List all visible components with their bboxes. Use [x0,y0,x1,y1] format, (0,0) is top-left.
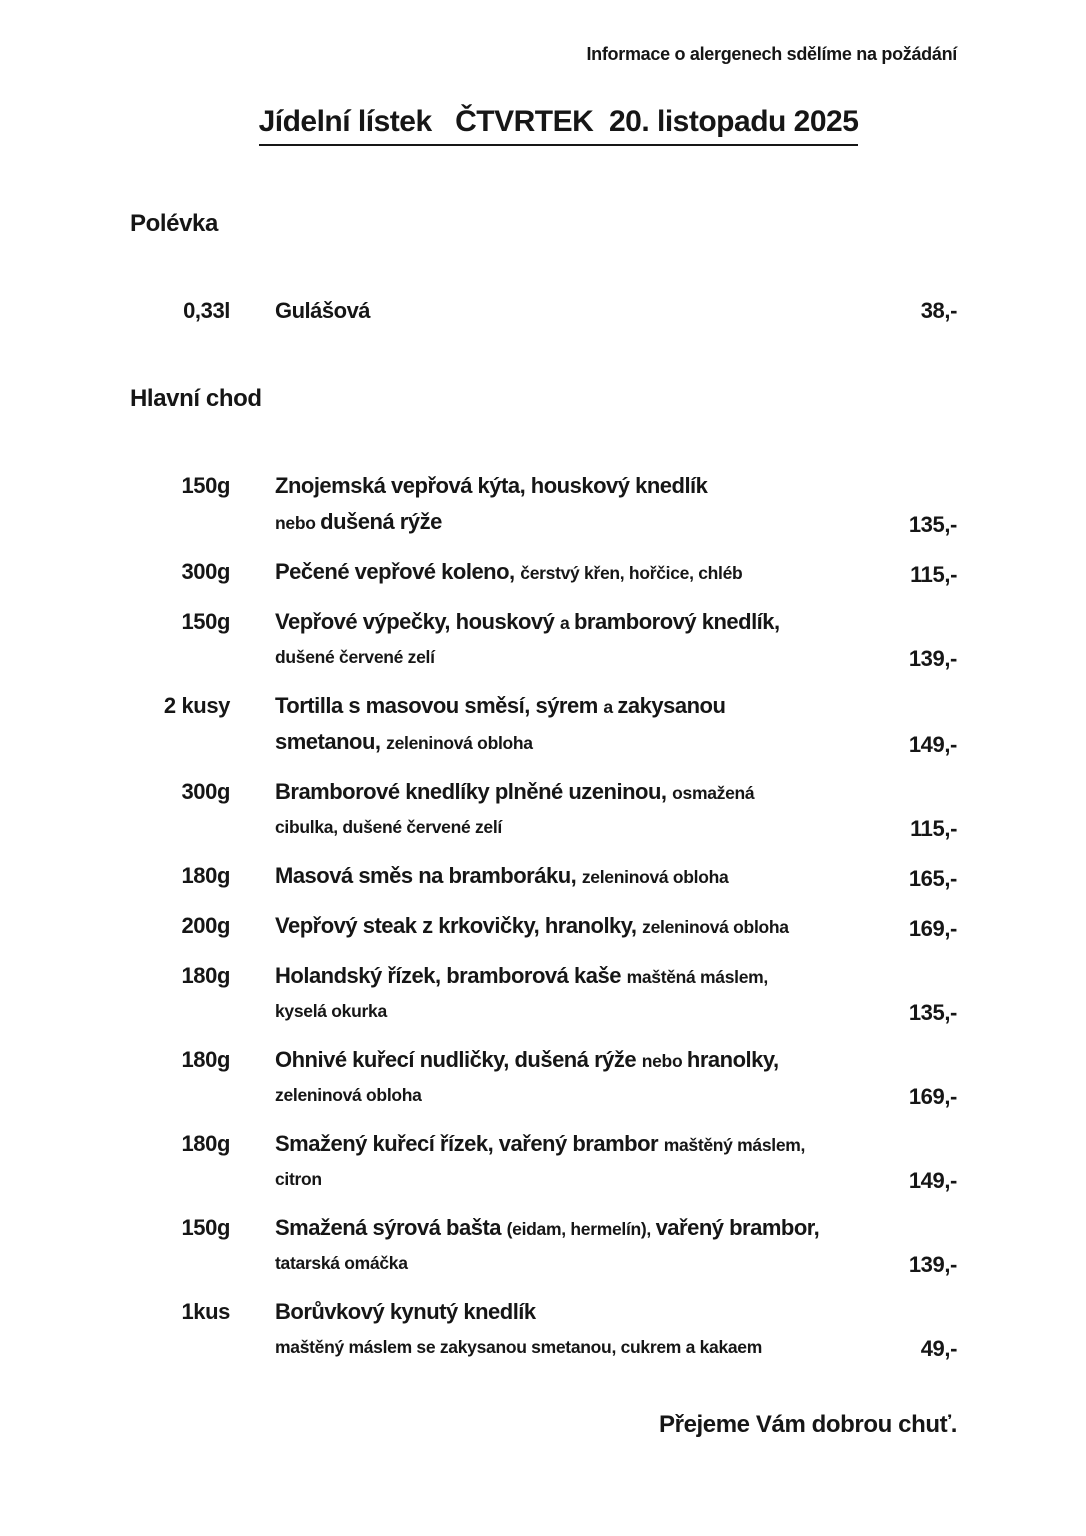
dish-side-note: nebo [641,1051,687,1071]
item-line [275,859,875,895]
dish-name: Ohnivé kuřecí nudličky, dušená rýže [275,1047,642,1072]
dish-side-note: dušené červené zelí [275,647,435,667]
dish-side-note: čerstvý křen, hořčice, chléb [520,563,743,583]
item-text [275,859,875,895]
item-price: 139,- [908,1252,957,1277]
item-text [275,469,875,541]
menu-item-row [130,1211,957,1281]
soup-row [130,294,957,327]
dish-name: Borůvkový kynutý knedlík [275,1299,536,1324]
item-line [275,1079,875,1113]
dish-side-note: maštěná máslem, [626,967,768,987]
dish-side-note: a [559,613,574,633]
item-line [275,959,875,995]
item-line [275,1247,875,1281]
dish-name: Masová směs na bramboráku, [275,863,582,888]
soup-text [275,294,875,327]
item-quantity: 180g [181,1047,230,1072]
item-text [275,555,875,591]
item-price: 139,- [908,646,957,671]
menu-item-row [130,555,957,591]
item-line [275,505,875,541]
item-line [275,725,875,761]
item-quantity: 2 kusy [163,693,230,718]
dish-name: Pečené vepřové koleno, [275,559,521,584]
item-price: 49,- [920,1336,957,1361]
item-line [275,605,875,641]
soup-price: 38,- [920,298,957,323]
dish-name: Tortilla s masovou směsí, sýrem [275,693,604,718]
item-price: 115,- [910,816,957,841]
soup-name: Gulášová [275,298,371,323]
item-quantity: 150g [181,1215,230,1240]
menu-item-row [130,959,957,1029]
item-line [275,641,875,675]
dish-side-note: zeleninová obloha [642,917,789,937]
item-line [275,909,875,945]
item-quantity: 150g [181,609,230,634]
item-quantity: 1kus [181,1299,230,1324]
dish-name: zakysanou [617,693,726,718]
item-quantity: 180g [181,963,230,988]
allergen-note: Informace o alergenech sdělíme na požádání [586,44,957,64]
item-line [275,1295,875,1331]
dish-side-note: cibulka, dušené červené zelí [275,817,502,837]
dish-name: Smažený kuřecí řízek, vařený brambor [275,1131,664,1156]
dish-name: vařený brambor, [655,1215,820,1240]
dish-side-note: maštěný máslem, [663,1135,806,1155]
item-line [275,469,875,505]
menu-item-row [130,469,957,541]
dish-side-note: zeleninová obloha [386,733,533,753]
dish-side-note: nebo [275,513,321,533]
item-line [275,1043,875,1079]
dish-side-note: maštěný máslem se zakysanou smetanou, cukrem a kakaem [275,1337,763,1357]
item-price: 135,- [908,512,957,537]
menu-item-row [130,1295,957,1365]
item-line [275,1211,875,1247]
dish-side-note: zeleninová obloha [275,1085,422,1105]
menu-item-row [130,1043,957,1113]
menu-item-row [130,775,957,845]
item-quantity: 150g [181,473,230,498]
dish-name: bramborový knedlík, [573,609,780,634]
item-line [275,775,875,811]
item-quantity: 200g [181,913,230,938]
item-price: 135,- [908,1000,957,1025]
soup-section-heading: Polévka [130,210,218,237]
dish-name: Vepřové výpečky, houskový [275,609,560,634]
item-text [275,689,875,761]
page-title: Jídelní lístek ČTVRTEK 20. listopadu 2025 [259,105,859,146]
menu-item-row [130,909,957,945]
title-container [160,105,957,146]
item-text [275,1211,875,1281]
item-text [275,1043,875,1113]
item-text [275,605,875,675]
item-price: 169,- [908,916,957,941]
dish-side-note: (eidam, hermelín), [506,1219,656,1239]
item-line [275,1331,875,1365]
item-line [275,995,875,1029]
item-text [275,959,875,1029]
dish-side-note: kyselá okurka [275,1001,387,1021]
item-text [275,909,875,945]
dish-side-note: zeleninová obloha [581,867,729,887]
dish-name: Vepřový steak z krkovičky, hranolky, [275,913,643,938]
item-price: 149,- [908,732,957,757]
item-line [275,555,875,591]
item-quantity: 300g [181,779,230,804]
dish-side-note: osmažená [672,783,755,803]
item-line [275,689,875,725]
main-course-section-heading: Hlavní chod [130,385,262,412]
footer-wish: Přejeme Vám dobrou chuť. [659,1411,957,1438]
menu-item-row [130,1127,957,1197]
item-line [275,1163,875,1197]
dish-side-note: tatarská omáčka [275,1253,408,1273]
item-text [275,775,875,845]
item-text [275,1295,875,1365]
dish-side-note: a [603,697,618,717]
soup-section [130,294,957,327]
item-price: 115,- [910,562,957,587]
item-price: 165,- [908,866,957,891]
dish-name: Bramborové knedlíky plněné uzeninou, [275,779,673,804]
dish-name: Smažená sýrová bašta [275,1215,507,1240]
dish-side-note: citron [275,1169,322,1189]
menu-items-list [130,469,957,1365]
soup-quantity: 0,33l [183,298,230,323]
menu-item-row [130,859,957,895]
dish-name: hranolky, [686,1047,779,1072]
item-price: 149,- [908,1168,957,1193]
dish-name: smetanou, [275,729,387,754]
item-quantity: 180g [181,1131,230,1156]
item-line [275,811,875,845]
item-line [275,1127,875,1163]
item-quantity: 300g [181,559,230,584]
dish-name: dušená rýže [320,509,442,534]
menu-item-row [130,689,957,761]
item-text [275,1127,875,1197]
dish-name: Holandský řízek, bramborová kaše [275,963,627,988]
dish-name: Znojemská vepřová kýta, houskový knedlík [275,473,708,498]
item-price: 169,- [908,1084,957,1109]
item-quantity: 180g [181,863,230,888]
menu-item-row [130,605,957,675]
